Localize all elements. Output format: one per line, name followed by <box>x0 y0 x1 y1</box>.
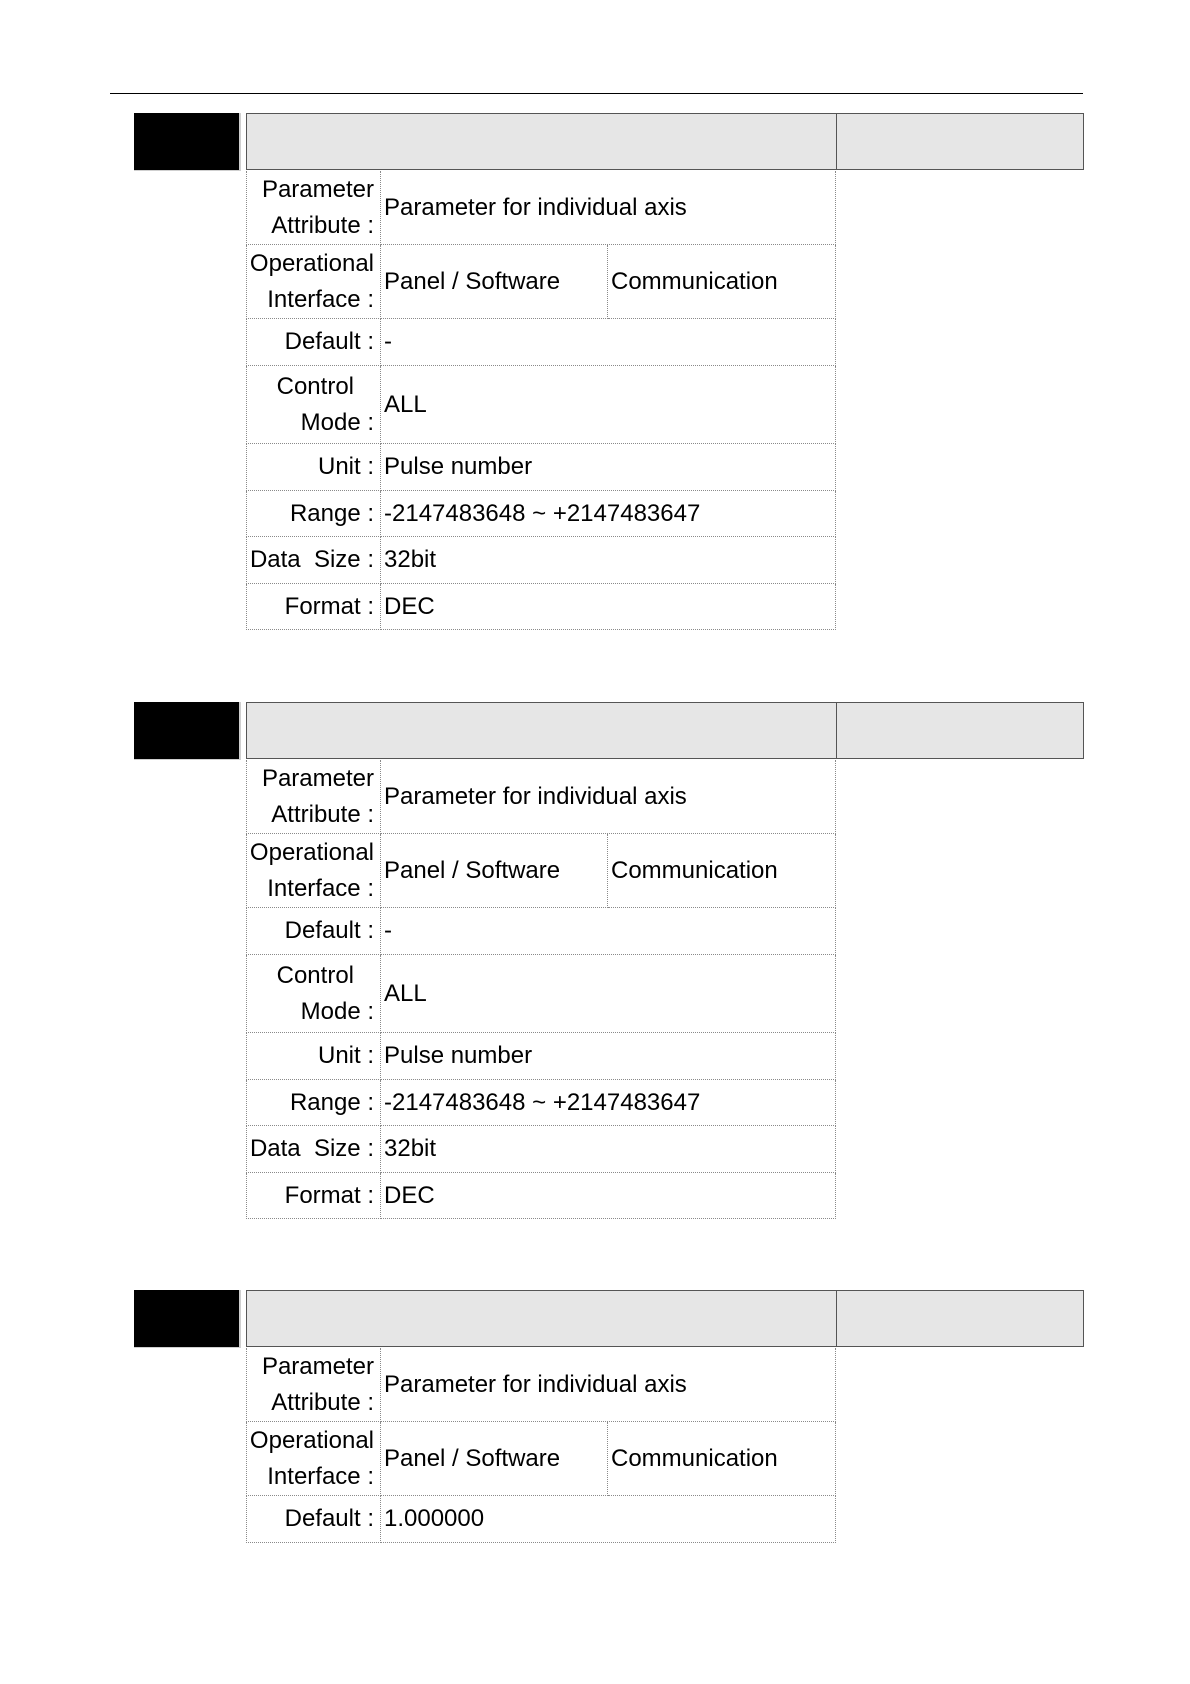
label-line-1: Operational <box>249 249 374 277</box>
label-line-2: Attribute : <box>271 211 374 239</box>
label-default <box>246 908 381 955</box>
value-default: - <box>381 908 836 955</box>
label-range <box>246 1080 381 1126</box>
row-format <box>246 584 836 630</box>
label-line-1: Default : <box>284 328 374 355</box>
label-control-mode <box>246 955 381 1033</box>
parameter-code-tag <box>134 1290 241 1348</box>
label-line-2: Attribute : <box>271 1388 374 1416</box>
label-line-1: Unit : <box>317 453 374 480</box>
label-line-2: Interface : <box>267 874 374 902</box>
label-line-1: Operational <box>249 838 374 866</box>
page-header-rule <box>110 93 1083 94</box>
label-default <box>246 319 381 366</box>
header-cell-name <box>381 702 837 759</box>
header-cell-address <box>837 113 1084 170</box>
label-operational-interface <box>246 1422 381 1496</box>
value-communication: Communication <box>608 245 836 319</box>
label-line-1: Control <box>276 372 374 400</box>
label-data-size <box>246 537 381 584</box>
row-range <box>246 491 836 537</box>
label-line-1: Format : <box>284 592 374 620</box>
row-default <box>246 1496 836 1543</box>
row-range <box>246 1080 836 1126</box>
label-line-2: Interface : <box>267 1462 374 1490</box>
label-parameter-attribute <box>246 171 381 245</box>
value-format: DEC <box>381 1173 836 1219</box>
header-cell-address <box>837 1290 1084 1347</box>
row-default <box>246 908 836 955</box>
label-parameter-attribute <box>246 1348 381 1422</box>
row-parameter-attribute <box>246 171 836 245</box>
row-data-size <box>246 537 836 584</box>
label-unit <box>246 1033 381 1080</box>
row-unit <box>246 444 836 491</box>
row-operational-interface <box>246 834 836 908</box>
label-line-1: Parameter <box>261 1352 374 1380</box>
value-control-mode: ALL <box>381 955 836 1033</box>
value-control-mode: ALL <box>381 366 836 444</box>
label-format <box>246 584 381 630</box>
row-operational-interface <box>246 1422 836 1496</box>
parameter-code-tag <box>134 113 241 171</box>
value-default: 1.000000 <box>381 1496 836 1543</box>
value-parameter-attribute: Parameter for individual axis <box>381 171 836 245</box>
label-operational-interface <box>246 245 381 319</box>
header-cell-code <box>246 1290 382 1347</box>
label-line-1: Control <box>276 961 374 989</box>
row-parameter-attribute <box>246 760 836 834</box>
header-cell-code <box>246 702 382 759</box>
label-line-2: Mode : <box>300 408 374 436</box>
label-line-1: Parameter <box>261 175 374 203</box>
row-operational-interface <box>246 245 836 319</box>
value-range: -2147483648 ~ +2147483647 <box>381 1080 836 1126</box>
label-line-1: Parameter <box>261 764 374 792</box>
row-parameter-attribute <box>246 1348 836 1422</box>
label-data-size <box>246 1126 381 1173</box>
label-control-mode <box>246 366 381 444</box>
label-line-1: Unit : <box>317 1042 374 1069</box>
row-control-mode <box>246 366 836 444</box>
label-line-1: Data Size : <box>249 546 374 573</box>
header-cell-address <box>837 702 1084 759</box>
value-communication: Communication <box>608 1422 836 1496</box>
label-line-1: Default : <box>284 1505 374 1532</box>
value-communication: Communication <box>608 834 836 908</box>
value-range: -2147483648 ~ +2147483647 <box>381 491 836 537</box>
label-line-1: Default : <box>284 917 374 944</box>
value-data-size: 32bit <box>381 1126 836 1173</box>
parameter-code-tag <box>134 702 241 760</box>
label-line-1: Operational <box>249 1426 374 1454</box>
value-panel-software: Panel / Software <box>381 1422 608 1496</box>
label-default <box>246 1496 381 1543</box>
label-range <box>246 491 381 537</box>
label-line-1: Range : <box>289 499 374 527</box>
label-parameter-attribute <box>246 760 381 834</box>
row-data-size <box>246 1126 836 1173</box>
label-line-1: Data Size : <box>249 1135 374 1162</box>
label-line-1: Format : <box>284 1181 374 1209</box>
value-data-size: 32bit <box>381 537 836 584</box>
header-cell-name <box>381 113 837 170</box>
label-unit <box>246 444 381 491</box>
value-parameter-attribute: Parameter for individual axis <box>381 760 836 834</box>
row-default <box>246 319 836 366</box>
header-cell-code <box>246 113 382 170</box>
value-panel-software: Panel / Software <box>381 834 608 908</box>
label-line-2: Attribute : <box>271 800 374 828</box>
row-unit <box>246 1033 836 1080</box>
row-control-mode <box>246 955 836 1033</box>
label-format <box>246 1173 381 1219</box>
label-line-1: Range : <box>289 1088 374 1116</box>
label-line-2: Mode : <box>300 997 374 1025</box>
row-format <box>246 1173 836 1219</box>
label-line-2: Interface : <box>267 285 374 313</box>
header-cell-name <box>381 1290 837 1347</box>
value-panel-software: Panel / Software <box>381 245 608 319</box>
value-unit: Pulse number <box>381 1033 836 1080</box>
value-format: DEC <box>381 584 836 630</box>
value-default: - <box>381 319 836 366</box>
value-unit: Pulse number <box>381 444 836 491</box>
value-parameter-attribute: Parameter for individual axis <box>381 1348 836 1422</box>
label-operational-interface <box>246 834 381 908</box>
